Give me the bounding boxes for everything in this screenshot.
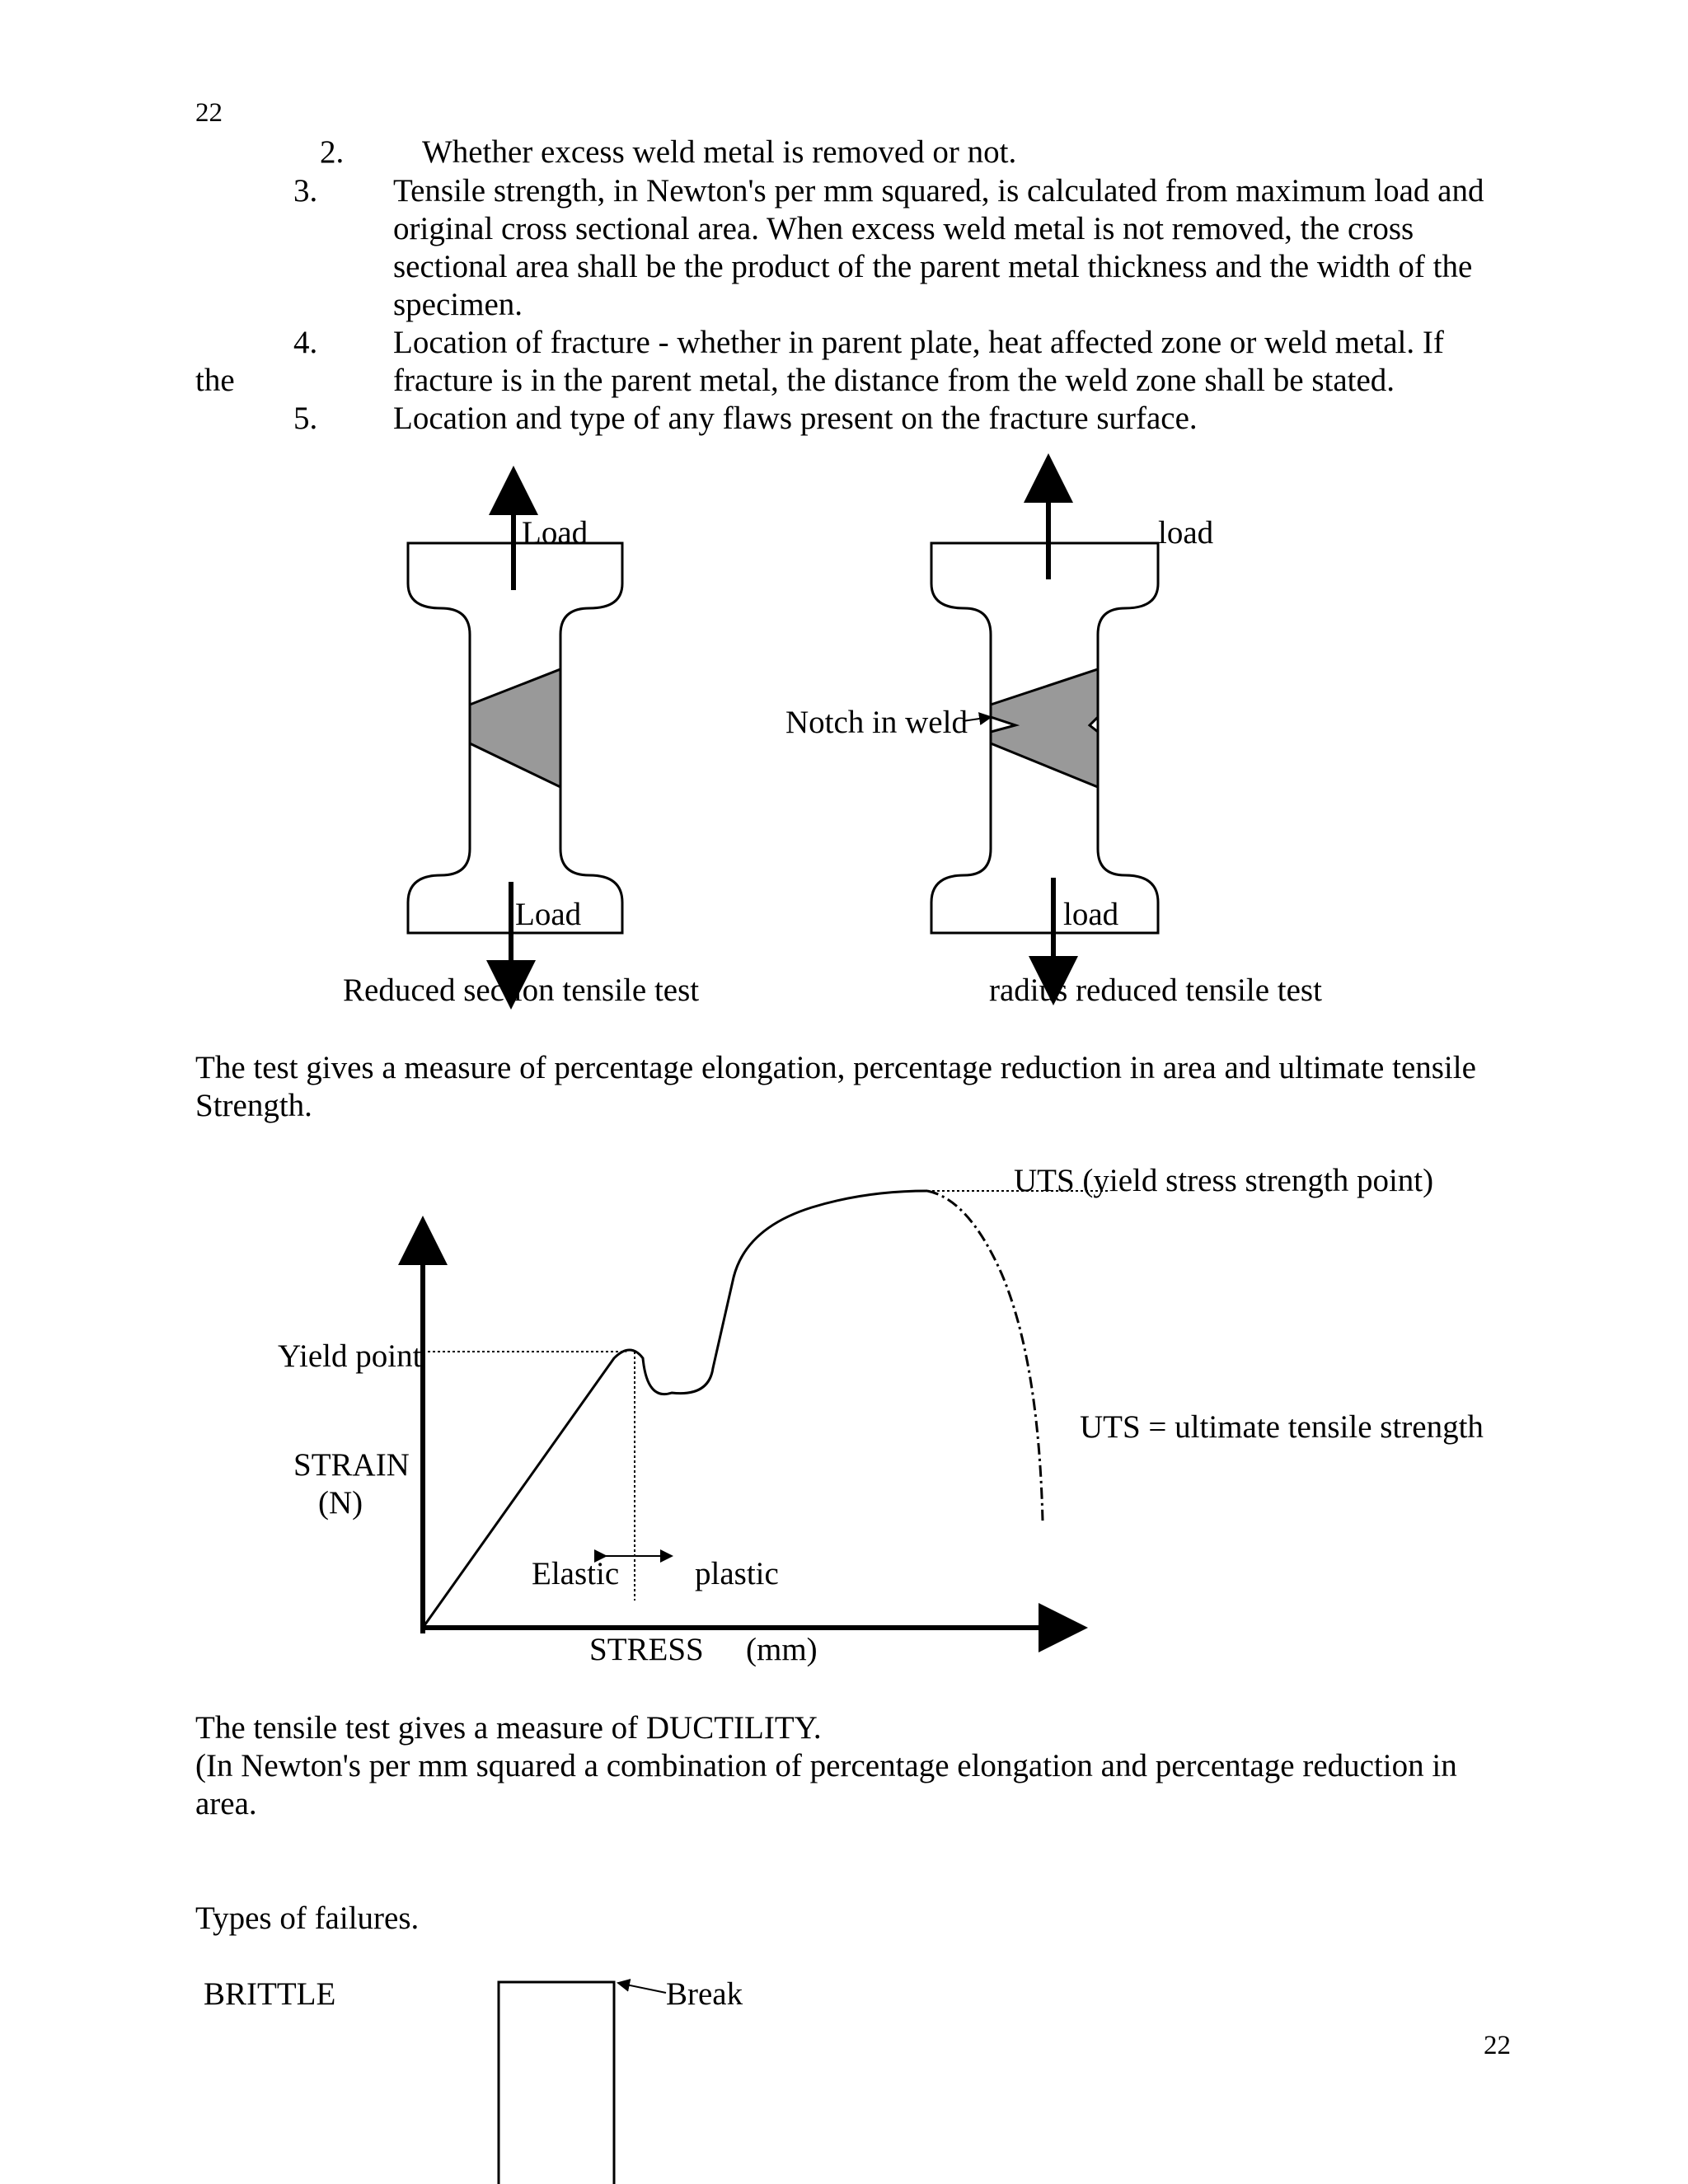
left-load-bottom-label: Load [515, 897, 582, 932]
page-number-top: 22 [195, 98, 223, 128]
uts-definition: UTS = ultimate tensile strength [1080, 1409, 1484, 1445]
list-number: 2. [320, 134, 345, 170]
weld-zone [470, 669, 560, 787]
list-item-text: Location and type of any flaws present on the fracture surface. [393, 401, 1198, 436]
yield-point-label: Yield point [278, 1338, 422, 1374]
margin-word: the [195, 363, 235, 398]
x-axis-label: STRESS [589, 1632, 704, 1667]
y-axis-label: STRAIN [293, 1447, 410, 1483]
uts-label: UTS (yield stress strength point) [1014, 1163, 1434, 1198]
list-number: 3. [293, 173, 318, 209]
elastic-label: Elastic [532, 1556, 620, 1591]
list-item-text: Location of fracture - whether in parent plate, heat affected zone or weld metal. If [393, 325, 1444, 360]
list-item-text: fracture is in the parent metal, the distance from the weld zone shall be stated. [393, 363, 1395, 398]
notched-weld-zone [991, 669, 1098, 787]
list-number: 5. [293, 401, 318, 436]
page-number-bottom: 22 [1484, 2031, 1511, 2060]
break-arrow [618, 1983, 666, 1993]
list-item-text: original cross sectional area. When excess weld metal is not removed, the cross [393, 211, 1414, 246]
right-load-bottom-label: load [1063, 897, 1119, 932]
y-axis-unit: (N) [318, 1485, 363, 1521]
brittle-specimen [499, 1982, 666, 2184]
failures-heading: Types of failures. [195, 1900, 420, 1936]
right-caption: radius reduced tensile test [989, 972, 1322, 1008]
notch-label: Notch in weld [785, 705, 968, 740]
paragraph-line: area. [195, 1786, 257, 1821]
paragraph-line: The test gives a measure of percentage elongation, percentage reduction in area and ultimate tensile [195, 1050, 1476, 1085]
left-caption: Reduced section tensile test [343, 972, 700, 1008]
paragraph-line: The tensile test gives a measure of DUCTILITY. [195, 1710, 822, 1746]
paragraph-line: Strength. [195, 1088, 312, 1123]
paragraph-line: (In Newton's per mm squared a combination of percentage elongation and percentage reduction in [195, 1748, 1457, 1783]
list-item-text: specimen. [393, 287, 523, 322]
list-item-text: Whether excess weld metal is removed or not. [422, 134, 1017, 170]
brittle-label: BRITTLE [204, 1976, 336, 2012]
stress-strain-curve [423, 1191, 927, 1628]
list-item-text: sectional area shall be the product of the parent metal thickness and the width of the [393, 249, 1473, 284]
list-item-text: Tensile strength, in Newton's per mm squared, is calculated from maximum load and [393, 173, 1484, 209]
list-number: 4. [293, 325, 318, 360]
plastic-label: plastic [695, 1556, 779, 1591]
right-load-top-label: load [1158, 515, 1214, 551]
x-axis-unit: (mm) [746, 1632, 818, 1667]
fracture-curve [927, 1191, 1043, 1521]
left-load-top-label: Load [522, 515, 588, 551]
break-label: Break [666, 1976, 743, 2012]
